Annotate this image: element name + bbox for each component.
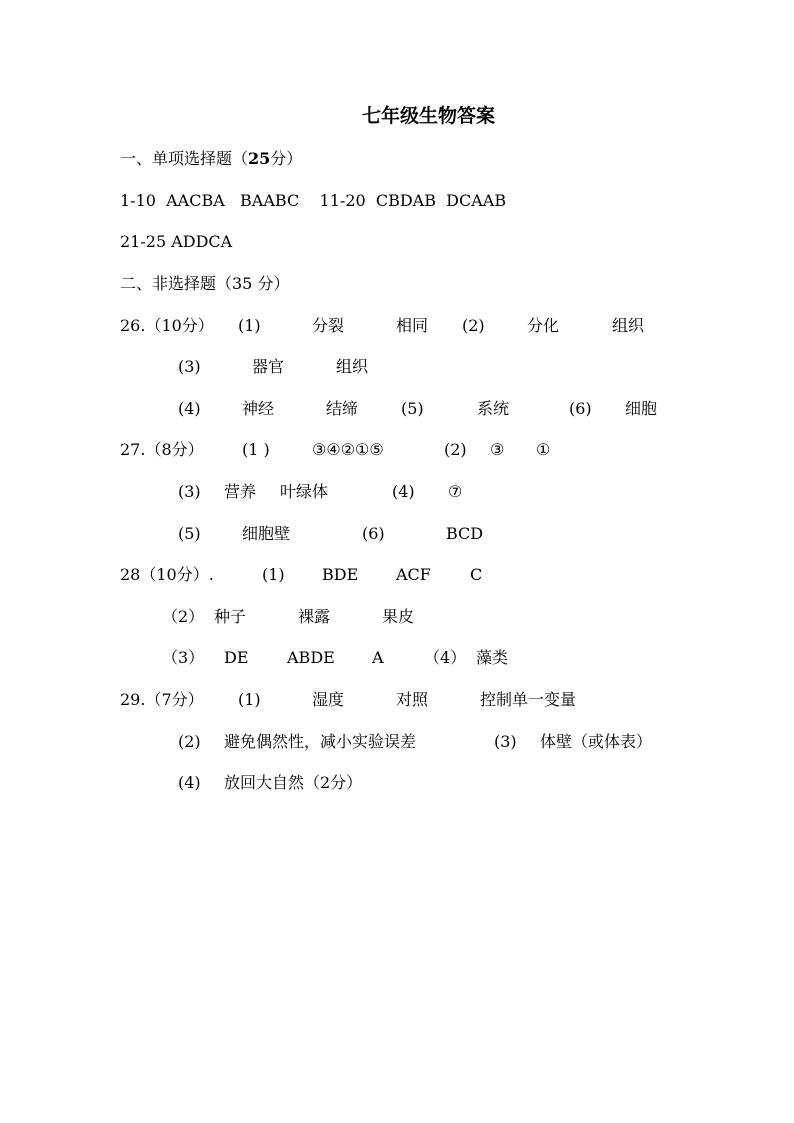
- q26-r1-item: 分裂: [312, 316, 345, 335]
- q27-r1-item: ①: [536, 440, 551, 459]
- q26-r2-item: 组织: [336, 357, 369, 376]
- q28-r2-item: 果皮: [382, 607, 415, 626]
- q28-r1-item: ACF: [396, 565, 431, 584]
- q29-r2-item: (2): [178, 732, 201, 751]
- q26-r1-item: 相同: [396, 316, 429, 335]
- q26-r2-item: (3): [178, 357, 201, 376]
- q29-r1-item: 对照: [396, 690, 429, 709]
- q27-r1-item: (1 ): [242, 440, 270, 459]
- section1-heading: [120, 149, 302, 169]
- section1-answers-21-25: 21-25 ADDCA: [120, 232, 233, 251]
- q26-r1-item: 分化: [527, 316, 560, 335]
- q26-r1-item: (2): [462, 316, 485, 335]
- q26-r1-item: (1): [238, 316, 261, 335]
- q26-r3-item: (4): [178, 399, 201, 418]
- page-title: 七年级生物答案: [362, 105, 496, 127]
- q29-r1-item: 控制单一变量: [480, 690, 577, 709]
- q28-r1-item: BDE: [322, 565, 359, 584]
- q28-r2-item: 种子: [214, 607, 247, 626]
- q28-r1-item: (1): [262, 565, 285, 584]
- section1-heading-suffix: 分）: [270, 149, 303, 168]
- q27-r3-item: BCD: [446, 524, 484, 543]
- q29-r1-item: 湿度: [312, 690, 345, 709]
- q28-r3-item: ABDE: [287, 648, 335, 667]
- q26-r3-item: 细胞: [625, 399, 658, 418]
- q28-head: 28（10分）.: [120, 565, 214, 584]
- q27-r2-item: (4): [392, 482, 415, 501]
- q29-r2-item: 避免偶然性，减小实验误差: [224, 732, 417, 751]
- q29-r2-item: (3): [494, 732, 517, 751]
- section2-heading: 二、非选择题（35 分）: [120, 274, 290, 293]
- q28-r3-item: （4）: [424, 648, 467, 667]
- q26-r3-item: 神经: [242, 399, 275, 418]
- q27-r2-item: ⑦: [448, 482, 463, 501]
- q28-r3-item: A: [372, 648, 384, 667]
- q28-r1-item: C: [470, 565, 483, 584]
- q29-r2-item: 体壁（或体表）: [540, 732, 653, 751]
- q26-r3-item: 系统: [477, 399, 510, 418]
- section1-heading-score: 25: [248, 149, 271, 168]
- q28-r3-item: （3）: [162, 648, 205, 667]
- q27-r3-item: 细胞壁: [242, 524, 291, 543]
- q27-r3-item: (6): [362, 524, 385, 543]
- q28-r2-item: （2）: [162, 607, 205, 626]
- q26-r1-item: 组织: [612, 316, 645, 335]
- q28-r3-item: DE: [224, 648, 249, 667]
- q28-r3-item: 藻类: [476, 648, 509, 667]
- q26-r2-item: 器官: [252, 357, 285, 376]
- q26-head: 26.（10分）: [120, 316, 214, 335]
- q27-r1-item: ③④②①⑤: [312, 440, 384, 459]
- q27-r3-item: (5): [178, 524, 201, 543]
- q27-r2-item: 营养: [224, 482, 257, 501]
- q27-r2-item: 叶绿体: [280, 482, 329, 501]
- q29-r3-item: 放回大自然（2分）: [224, 773, 363, 792]
- q26-r3-item: 结缔: [326, 399, 359, 418]
- q27-r1-item: ③: [490, 440, 505, 459]
- q29-r3-item: (4): [178, 773, 201, 792]
- q27-r1-item: (2): [444, 440, 467, 459]
- section1-heading-prefix: 一、单项选择题（: [120, 149, 249, 168]
- q27-r2-item: (3): [178, 482, 201, 501]
- q26-r3-item: (6): [569, 399, 592, 418]
- q29-r1-item: (1): [238, 690, 261, 709]
- q27-head: 27.（8分）: [120, 440, 204, 459]
- q29-head: 29.（7分）: [120, 690, 204, 709]
- q28-r2-item: 裸露: [298, 607, 331, 626]
- q26-r3-item: (5): [401, 399, 424, 418]
- section1-answers-1-20: 1-10 AACBA BAABC 11-20 CBDAB DCAAB: [120, 191, 507, 210]
